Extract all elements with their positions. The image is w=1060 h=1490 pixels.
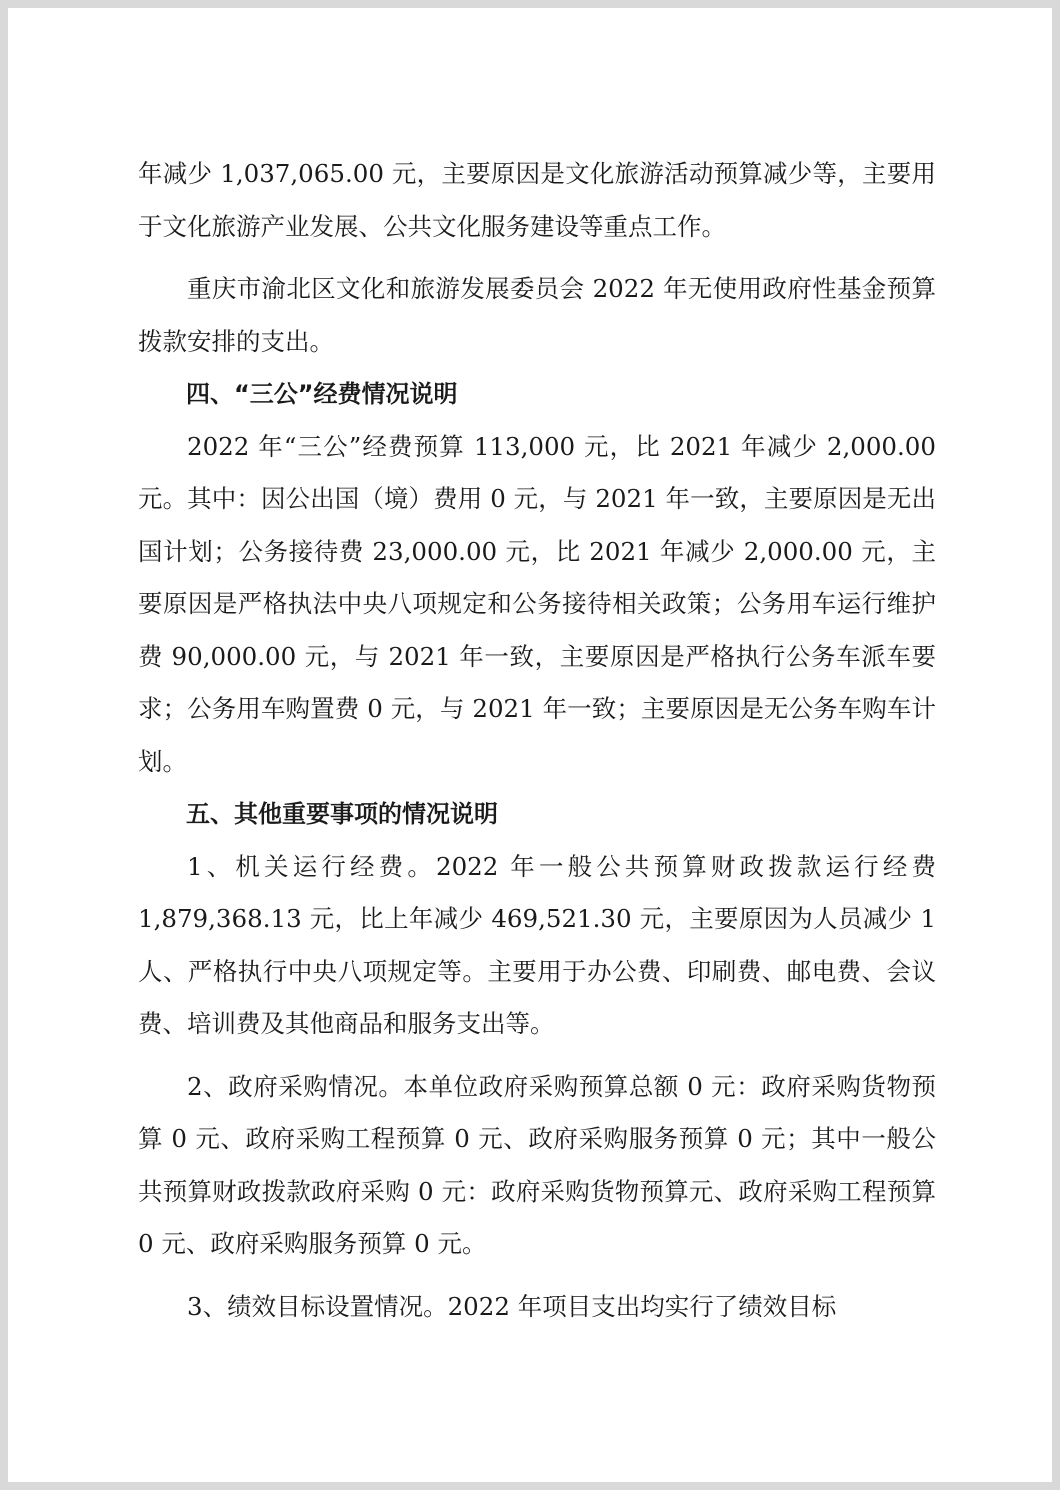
paragraph-performance-targets: 3、绩效目标设置情况。2022 年项目支出均实行了绩效目标 xyxy=(187,1291,837,1321)
document-body xyxy=(138,148,936,1333)
document-page xyxy=(8,8,1052,1482)
paragraph-government-procurement: 2、政府采购情况。本单位政府采购预算总额 0 元：政府采购货物预算 0 元、政府采购工程预算 0 元、政府采购服务预算 0 元；其中一般公共预算财政拨款政府采购 0 元：政府采购货物预算元、政府采购工程预算 0 元、政府采购服务预算 0 元。 xyxy=(138,1071,936,1258)
section-heading-three-public-expenses: 四、“三公”经费情况说明 xyxy=(186,380,458,408)
paragraph-government-fund-budget: 重庆市渝北区文化和旅游发展委员会 2022 年无使用政府性基金预算拨款安排的支出。 xyxy=(138,274,936,356)
paragraph-three-public-expenses: 2022 年“三公”经费预算 113,000 元，比 2021 年减少 2,000.00 元。其中：因公出国（境）费用 0 元，与 2021 年一致，主要原因是无出国计划；公务接待费 23,000.00 元，比 2021 年减少 2,000.00 元，主要原因是严格执法中央八项规定和公务接待相关政策；公务用车运行维护费 90,000.00 元，与 2021 年一致，主要原因是严格执行公务车派车要求；公务用车购置费 0 元，与 2021 年一致；主要原因是无公务车购车计划。 xyxy=(138,431,936,776)
paragraph-culture-tourism-reduction: 年减少 1,037,065.00 元，主要原因是文化旅游活动预算减少等，主要用于文化旅游产业发展、公共文化服务建设等重点工作。 xyxy=(138,159,936,241)
section-heading-other-matters: 五、其他重要事项的情况说明 xyxy=(186,800,498,828)
paragraph-operating-expenses: 1、机关运行经费。2022 年一般公共预算财政拨款运行经费 1,879,368.13 元，比上年减少 469,521.30 元，主要原因为人员减少 1 人、严格执行中央八项规定等。主要用于办公费、印刷费、邮电费、会议费、培训费及其他商品和服务支出等。 xyxy=(138,851,936,1038)
